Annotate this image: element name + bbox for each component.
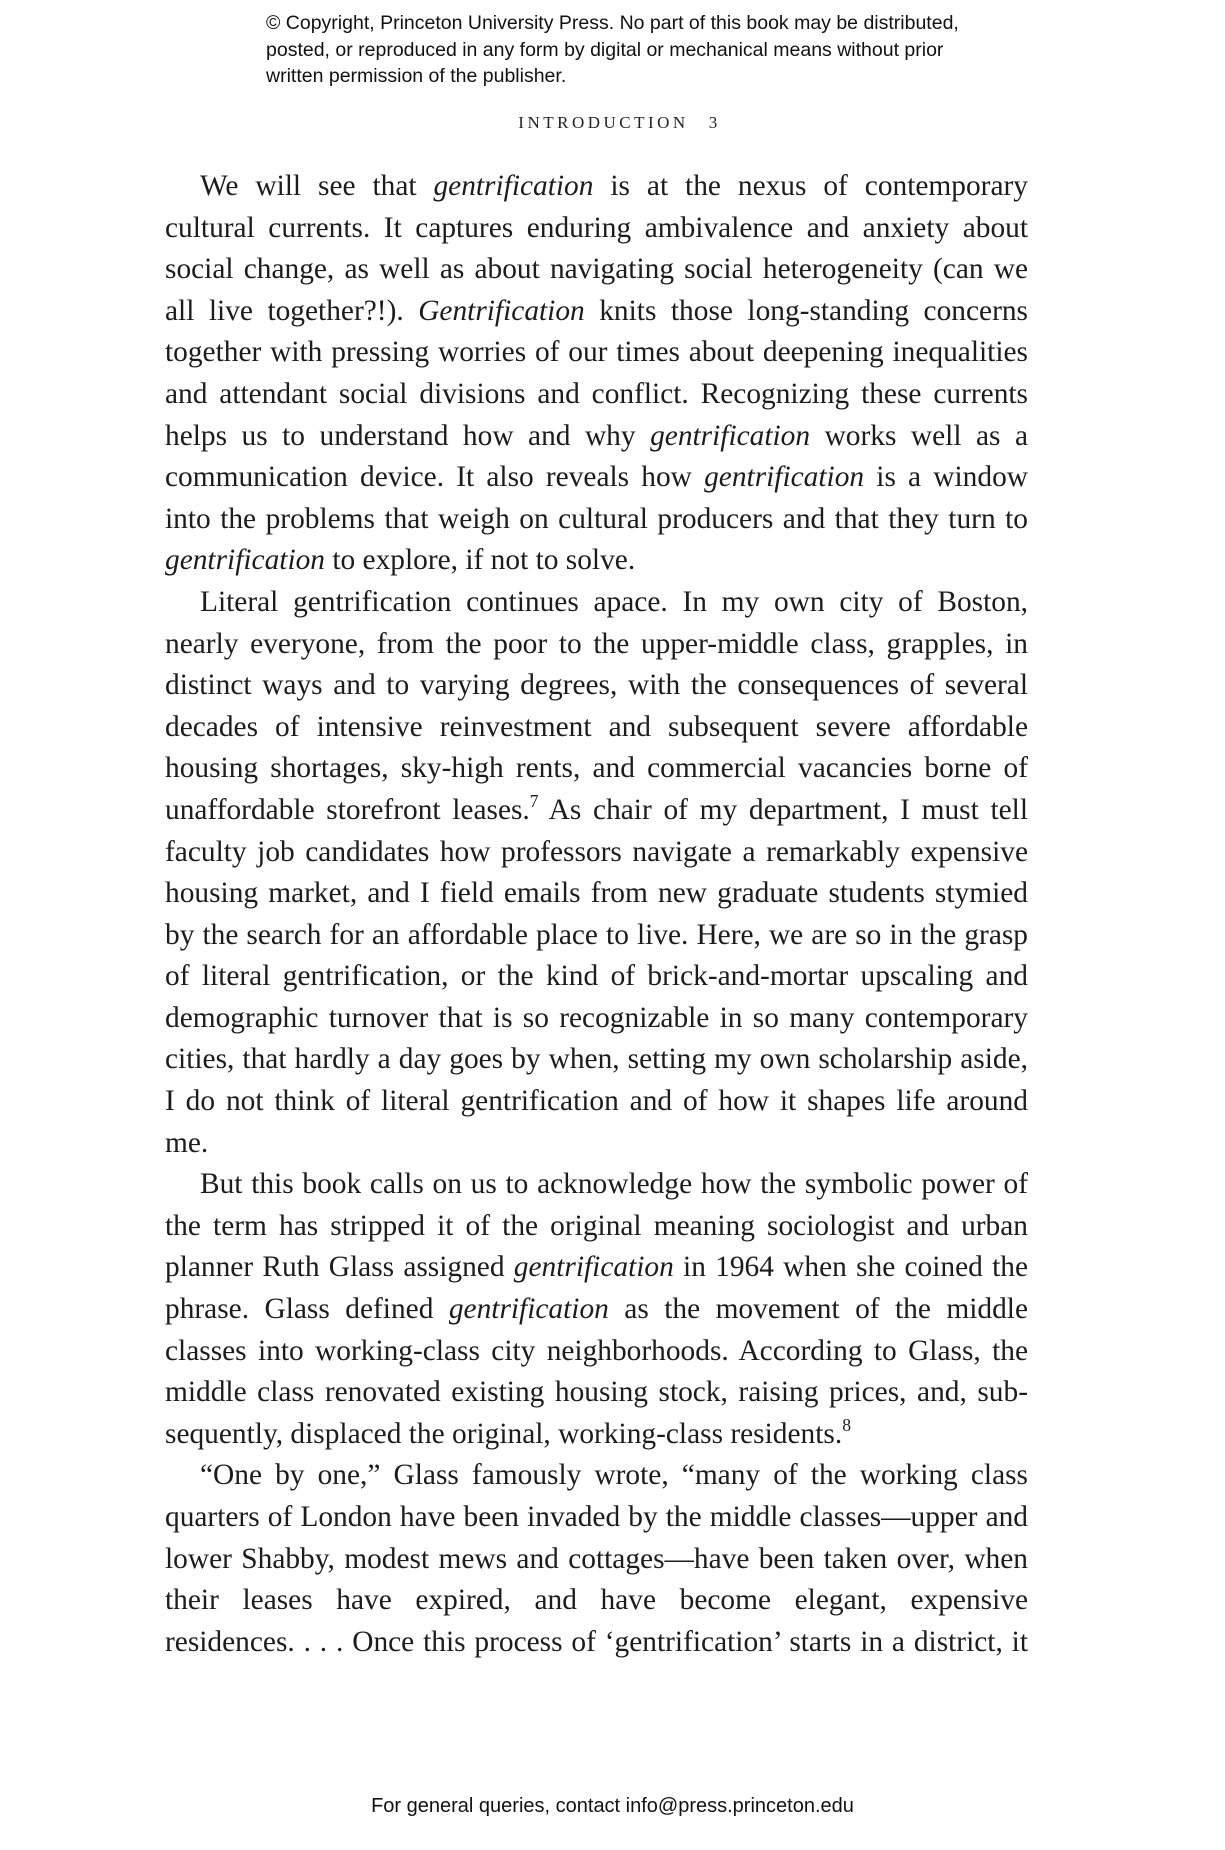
italic-term: Gentrification	[418, 294, 585, 327]
paragraph-4	[165, 1455, 1028, 1663]
text-run: As chair of my department, I must tell faculty job candidates how professors navigate a remarkably expensive housing market, and I field emails from new graduate students stymied by the search for an affordable place to live. Here, we are so in the grasp of literal gentrification, or the kind of brick-and-mortar upscaling and demographic turnover that is so recognizable in so many contemporary cities, that hardly a day goes by when, setting my own scholarship aside, I do not think of literal gentrification and of how it shapes life around me.	[165, 793, 1028, 1159]
paragraph-2	[165, 582, 1028, 1164]
italic-term: gentrification	[704, 461, 865, 494]
text-run: is at the nexus of contemporary cultural currents. It captures enduring ambivalence and anxiety about social change, as well as about navigating social heterogeneity (can we all live together?!).	[165, 170, 1028, 327]
text-run: But this book calls on us to acknowledge how the symbolic power of the term has stripped it of the original meaning sociologist and urban planner Ruth Glass assigned	[165, 1168, 1028, 1284]
text-run: works well as a communication device. It also reveals how	[165, 419, 1028, 494]
italic-term: gentrification	[165, 544, 325, 577]
text-run: to explore, if not to solve.	[325, 544, 636, 577]
text-run: as the movement of the middle classes into working-class city neighborhoods. According to Glass, the middle class renovated existing housing stock, raising prices, and, subsequently, displaced the original, working-class residents.	[165, 1293, 1028, 1450]
footer-contact: For general queries, contact info@press.princeton.edu	[371, 1795, 854, 1817]
italic-term: gentrification	[433, 170, 594, 202]
running-head	[0, 113, 1225, 133]
footnote-ref: 7	[529, 791, 539, 812]
text-run: is a window into the problems that weigh on cultural producers and that they turn to	[165, 461, 1028, 535]
text-run: “One by one,” Glass famously wrote, “many of the working class quarters of London have been invaded by the middle classes—upper and lower Shabby, modest mews and cottages—have been taken over, when their leases have expired, and have become elegant, expensive residences. . . . Once this process of ‘gentrification’ starts in a district, it	[165, 1459, 1028, 1658]
running-head-section: INTRODUCTION	[518, 113, 689, 132]
text-run: in 1964 when she coined the phrase. Glass defined	[165, 1251, 1028, 1326]
footnote-ref: 8	[842, 1415, 851, 1436]
text-run: knits those long-standing concerns together with pressing worries of our times about deepening inequalities and attendant social divisions and conflict. Recognizing these currents helps us to understand how and why	[165, 294, 1028, 452]
body-text	[165, 166, 1028, 1663]
page-number: 3	[708, 113, 721, 132]
text-run: Literal gentrification continues apace. In my own city of Boston, nearly everyone, from the poor to the upper-middle class, grapples, in distinct ways and to varying degrees, with the consequences of several decades of intensive reinvestment and subsequent severe affordable housing shortages, sky-high rents, and commercial vacancies borne of unaffordable storefront leases.	[165, 585, 1028, 826]
italic-term: gentrification	[448, 1293, 609, 1326]
paragraph-3	[165, 1164, 1028, 1455]
text-run: We will see that	[200, 170, 434, 202]
italic-term: gentrification	[650, 419, 811, 452]
italic-term: gentrification	[513, 1251, 674, 1284]
paragraph-1	[165, 166, 1028, 582]
copyright-notice: © Copyright, Princeton University Press. No part of this book may be distributed, posted, or reproduced in any form by digital or mechanical means without prior written permission of the publisher.	[266, 12, 959, 87]
